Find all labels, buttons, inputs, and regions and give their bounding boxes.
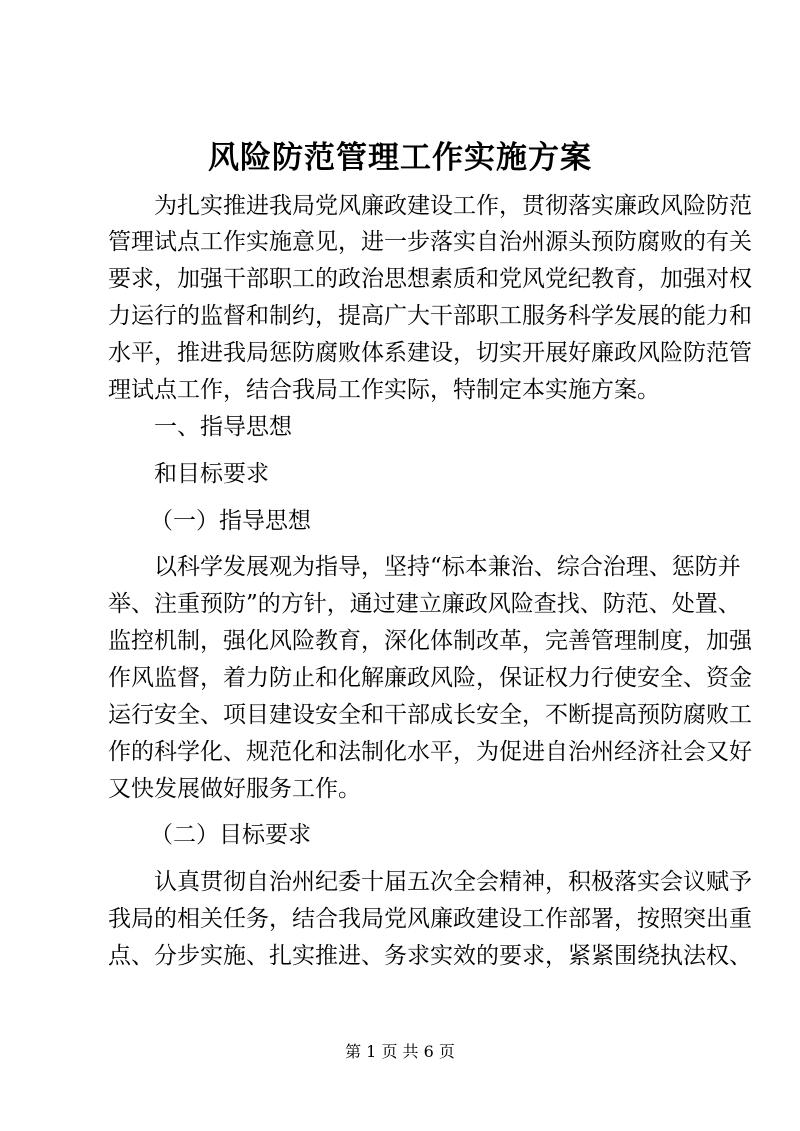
document-title: 风险防范管理工作实施方案 — [208, 140, 592, 176]
paragraph-line: 作风监督，着力防止和化解廉政风险，保证权力行使安全、资金 — [108, 665, 752, 691]
subsection-heading: （一）指导思想 — [150, 508, 311, 534]
paragraph-line: 作的科学化、规范化和法制化水平，为促进自治州经济社会又好 — [108, 739, 752, 765]
paragraph-line: 管理试点工作实施意见，进一步落实自治州源头预防腐败的有关 — [108, 229, 752, 255]
page-number-footer: 第 1 页 共 6 页 — [345, 1042, 455, 1061]
paragraph-line: 要求，加强干部职工的政治思想素质和党风党纪教育，加强对权 — [108, 266, 752, 292]
paragraph-line: 认真贯彻自治州纪委十届五次全会精神，积极落实会议赋予 — [154, 869, 752, 895]
paragraph-line: 监控机制，强化风险教育，深化体制改革，完善管理制度，加强 — [108, 628, 752, 654]
paragraph-line: 理试点工作，结合我局工作实际，特制定本实施方案。 — [108, 377, 660, 403]
section-heading-continued: 和目标要求 — [154, 461, 269, 487]
paragraph-line: 力运行的监督和制约，提高广大干部职工服务科学发展的能力和 — [108, 303, 752, 329]
paragraph-line: 举、注重预防”的方针，通过建立廉政风险查找、防范、处置、 — [108, 591, 741, 617]
subsection-heading: （二）目标要求 — [150, 822, 311, 848]
paragraph-line: 水平，推进我局惩防腐败体系建设，切实开展好廉政风险防范管 — [108, 340, 752, 366]
paragraph-line: 我局的相关任务，结合我局党风廉政建设工作部署，按照突出重 — [108, 906, 752, 932]
paragraph-line: 为扎实推进我局党风廉政建设工作，贯彻落实廉政风险防范 — [154, 193, 752, 219]
paragraph-line: 点、分步实施、扎实推进、务求实效的要求，紧紧围绕执法权、 — [108, 943, 752, 969]
paragraph-line: 以科学发展观为指导，坚持“标本兼治、综合治理、惩防并 — [154, 554, 741, 580]
section-heading: 一、指导思想 — [154, 414, 292, 440]
paragraph-line: 运行安全、项目建设安全和干部成长安全，不断提高预防腐败工 — [108, 702, 752, 728]
paragraph-line: 又快发展做好服务工作。 — [108, 776, 361, 802]
